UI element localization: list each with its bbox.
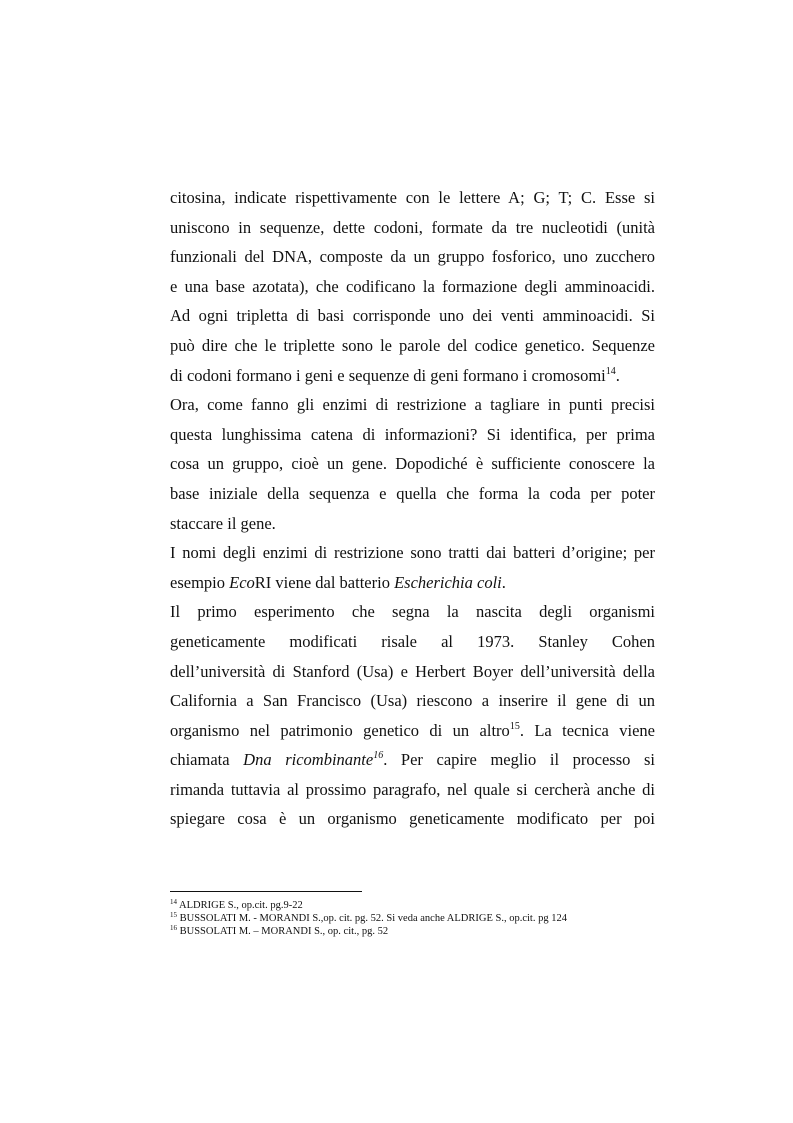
- text-run: di codoni formano i geni e sequenze di geni formano i cromosomi: [170, 365, 606, 385]
- text-run: . Per capire meglio il processo si: [383, 750, 656, 770]
- footnote-text: BUSSOLATI M. - MORANDI S.,op. cit. pg. 52. Si veda anche ALDRIGE S., op.cit. pg 124: [179, 913, 567, 924]
- footnote-ref-14[interactable]: 14: [605, 365, 616, 377]
- text-run: .: [501, 572, 506, 592]
- italic-term: Eco: [229, 572, 255, 592]
- text-line: cosa un gruppo, cioè un gene. Dopodiché è sufficiente conoscere la: [170, 454, 655, 474]
- text-line: [170, 361, 655, 391]
- italic-term: Escherichia coli: [394, 572, 502, 592]
- text-line: I nomi degli enzimi di restrizione sono tratti dai batteri d’origine; per: [170, 543, 655, 563]
- text-line: [170, 716, 655, 746]
- text-run: chiamata: [170, 750, 244, 770]
- footnote-number: 16: [170, 924, 177, 932]
- text-line: citosina, indicate rispettivamente con le lettere A; G; T; C. Esse si: [170, 188, 655, 207]
- text-line: [170, 568, 655, 598]
- text-line: Ora, come fanno gli enzimi di restrizione a tagliare in punti precisi: [170, 395, 655, 415]
- text-run: RI viene dal batterio: [254, 572, 395, 592]
- text-line: funzionali del DNA, composte da un gruppo fosforico, uno zucchero: [170, 247, 655, 267]
- text-line: [170, 745, 655, 775]
- text-line: questa lunghissima catena di informazioni? Si identifica, per prima: [170, 424, 655, 444]
- italic-ref: 16: [373, 750, 384, 762]
- text-run: . La tecnica viene: [519, 720, 655, 740]
- text-line: dell’università di Stanford (Usa) e Herbert Boyer dell’università della: [170, 661, 655, 681]
- text-line: base iniziale della sequenza e quella che forma la coda per poter: [170, 483, 655, 503]
- text-line: rimanda tuttavia al prossimo paragrafo, nel quale si cercherà anche di: [170, 779, 655, 799]
- footnote-ref-15[interactable]: 15: [509, 720, 520, 732]
- footnote-separator: [170, 891, 362, 892]
- footnote-number: 15: [170, 911, 177, 919]
- footnote-15: [170, 912, 655, 925]
- footnotes: [170, 899, 655, 938]
- italic-term: Dna ricombinante: [243, 750, 374, 770]
- text-line: può dire che le triplette sono le parole del codice genetico. Sequenze: [170, 335, 655, 355]
- text-run: organismo nel patrimonio genetico di un altro: [170, 720, 510, 740]
- text-run: .: [615, 365, 620, 385]
- text-line: California a San Francisco (Usa) riescono a inserire il gene di un: [170, 691, 655, 711]
- footnote-14: [170, 899, 655, 912]
- text-line: staccare il gene.: [170, 513, 276, 533]
- text-line: geneticamente modificati risale al 1973. Stanley Cohen: [170, 631, 655, 651]
- text-line: Il primo esperimento che segna la nascita degli organismi: [170, 602, 655, 622]
- footnote-ref-16[interactable]: [373, 750, 383, 761]
- text-line: spiegare cosa è un organismo geneticamente modificato per poi: [170, 809, 655, 829]
- footnote-text: BUSSOLATI M. – MORANDI S., op. cit., pg. 52: [179, 926, 389, 937]
- footnote-number: 14: [170, 898, 177, 906]
- text-line: e una base azotata), che codificano la formazione degli amminoacidi.: [170, 276, 655, 296]
- footnote-text: ALDRIGE S., op.cit. pg.9-22: [179, 900, 303, 911]
- text-run: esempio: [170, 572, 230, 592]
- text-line: Ad ogni tripletta di basi corrisponde uno dei venti amminoacidi. Si: [170, 306, 655, 326]
- body-text: [170, 183, 655, 834]
- text-line: uniscono in sequenze, dette codoni, formate da tre nucleotidi (unità: [170, 217, 655, 237]
- footnote-16: [170, 925, 655, 938]
